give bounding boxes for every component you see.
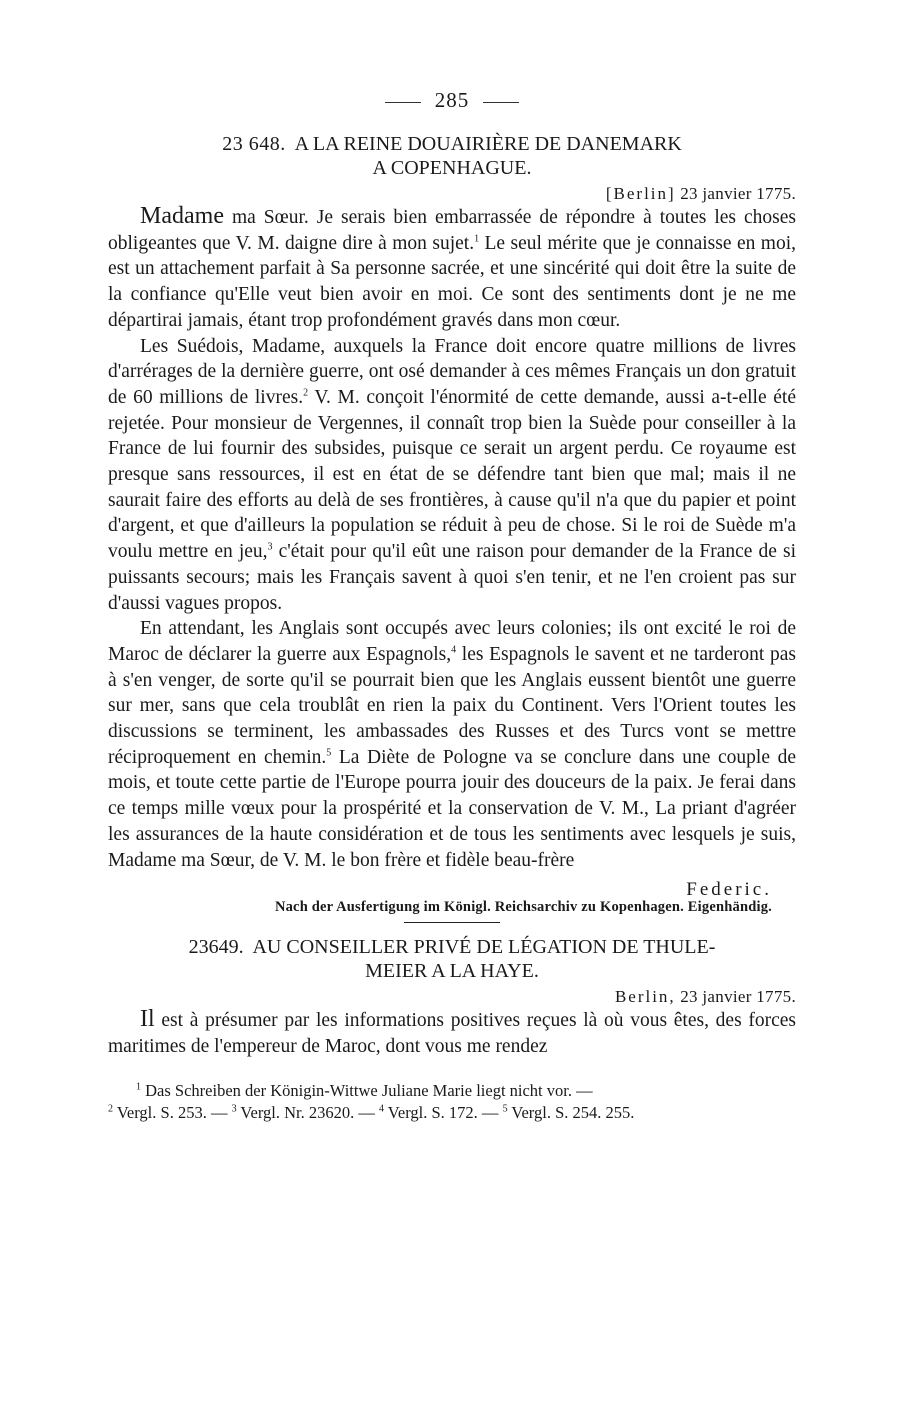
paragraph-text: c'était pour qu'il eût une raison pour demander de la France de si puissants secours; mais les Français savent à quoi s'en tenir, et ne l'en croient pas sur d'aussi vagues propos. (108, 541, 796, 614)
paragraph-text: La Diète de Pologne va se conclure dans une couple de mois, et toute cette partie de l'Europe pourra jouir des douceurs de la paix. Je ferai dans ce temps mille vœux pour la prospérité et la conservation de V. M., La priant d'agréer les assurances de la haute considération et de tous les sentiments avec lesquels je suis, Madame ma Sœur, de V. M. le bon frère et fidèle beau-frère (108, 746, 796, 871)
footnote-number: 3 (231, 1103, 237, 1115)
letter-title-line1: A LA REINE DOUAIRIÈRE DE DANEMARK (294, 133, 682, 155)
paragraph-text: V. M. conçoit l'énormité de cette demande, aussi a-t-elle été rejetée. Pour monsieur de Vergennes, il connaît trop bien la Suède pour conseiller à la France de lui fournir des subsides, puisque ce serait un argent perdu. Ce royaume est presque sans ressources, il est en état de se défendre tant bien que mal; mais il ne saurait faire des efforts au delà de ses frontières, à cause qu'il n'a que du papier et point d'argent, et que d'ailleurs la population se réduit à peu de chose. Si le roi de Suède m'a voulu mettre en jeu, (108, 386, 796, 563)
divider (385, 102, 421, 103)
letter-dateline (108, 184, 796, 204)
footnote-ref: 3 (267, 541, 273, 553)
source-note: Nach der Ausfertigung im Königl. Reichsarchiv zu Kopenhagen. Eigenhändig. (274, 899, 772, 916)
section-divider (404, 922, 500, 923)
opening-word: Il (140, 1006, 155, 1033)
paragraph-text: est à présumer par les informations positives reçues là où vous êtes, des forces maritimes de l'empereur de Maroc, dont vous me rendez (108, 1010, 796, 1057)
paragraph (108, 334, 796, 617)
footnote-number: 1 (136, 1081, 141, 1093)
footnote-ref: 4 (451, 644, 457, 656)
page-number: 285 (434, 88, 470, 112)
letter-body (108, 1007, 796, 1059)
footnote-ref: 1 (474, 233, 480, 245)
paragraph-text: Le seul mérite que je connaisse en moi, est un attachement parfait à Sa personne sacrée, et une sincérité qui doit être la suite de la confiance qu'Elle veut bien avoir en moi. Ce sont des sentiments dont je ne me départirai jamais, étant trop profondément gravés dans mon cœur. (108, 232, 796, 331)
paragraph-text: Les Suédois, Madame, auxquels la France doit encore quatre millions de livres d'arrérages de la dernière guerre, ont osé demander à ces mêmes Français un don gratuit de 60 millions de livres. (108, 335, 796, 408)
dateline-date: 23 janvier 1775. (680, 987, 796, 1007)
signature: Federic. (686, 879, 772, 901)
footnote-number: 2 (108, 1103, 113, 1115)
footnote-line (108, 1080, 796, 1102)
footnotes (108, 1080, 796, 1124)
paragraph (108, 616, 796, 873)
page-number-line (108, 88, 796, 118)
footnote-ref: 5 (326, 747, 332, 759)
document-page (108, 88, 796, 1124)
letter-title-line1: AU CONSEILLER PRIVÉ DE LÉGATION DE THULE- (252, 936, 716, 959)
letter-dateline (108, 987, 796, 1007)
letter-number: 23 648. (222, 133, 286, 155)
letter-title-line2: A COPENHAGUE. (372, 157, 532, 179)
letter-heading (108, 935, 796, 983)
opening-word: Madame (140, 203, 224, 229)
letter-heading (108, 132, 796, 180)
footnote-text: Das Schreiben der Königin-Wittwe Juliane Marie liegt nicht vor. — (141, 1080, 593, 1100)
letter-number: 23649. (188, 936, 244, 959)
dateline-place: Berlin, (614, 987, 676, 1007)
footnote-line (108, 1102, 796, 1124)
paragraph (108, 1007, 796, 1059)
footnote-ref: 2 (303, 387, 309, 399)
paragraph-text: les Espagnols le savent et ne tarderont pas à s'en venger, de sorte qu'il se pourrait bien que les Anglais eussent bientôt une guerre sur mer, sans que cela troublât en rien la paix du Continent. Vers l'Orient toutes les discussions se terminent, les ambassades des Russes et des Turcs vont se mettre réciproquement en chemin. (108, 643, 796, 768)
paragraph-text: En attendant, les Anglais sont occupés avec leurs colonies; ils ont excité le roi de Maroc de déclarer la guerre aux Espagnols, (108, 618, 796, 665)
footnote-text: Vergl. S. 172. — (383, 1102, 503, 1122)
paragraph-text: ma Sœur. Je serais bien embarrassée de répondre à toutes les choses obligeantes que V. M. daigne dire à mon sujet. (108, 207, 796, 254)
dateline-date: 23 janvier 1775. (680, 184, 796, 203)
footnote-text: Vergl. Nr. 23620. — (236, 1102, 379, 1122)
letter-body (108, 204, 796, 873)
paragraph (108, 204, 796, 334)
footnote-text: Vergl. S. 254. 255. (507, 1102, 635, 1122)
footnote-text: Vergl. S. 253. — (113, 1102, 232, 1122)
letter-title-line2: MEIER A LA HAYE. (365, 960, 539, 983)
divider (483, 102, 519, 103)
footnote-number: 4 (378, 1103, 384, 1115)
footnote-number: 5 (502, 1103, 508, 1115)
dateline-place: [Berlin] (605, 184, 676, 203)
